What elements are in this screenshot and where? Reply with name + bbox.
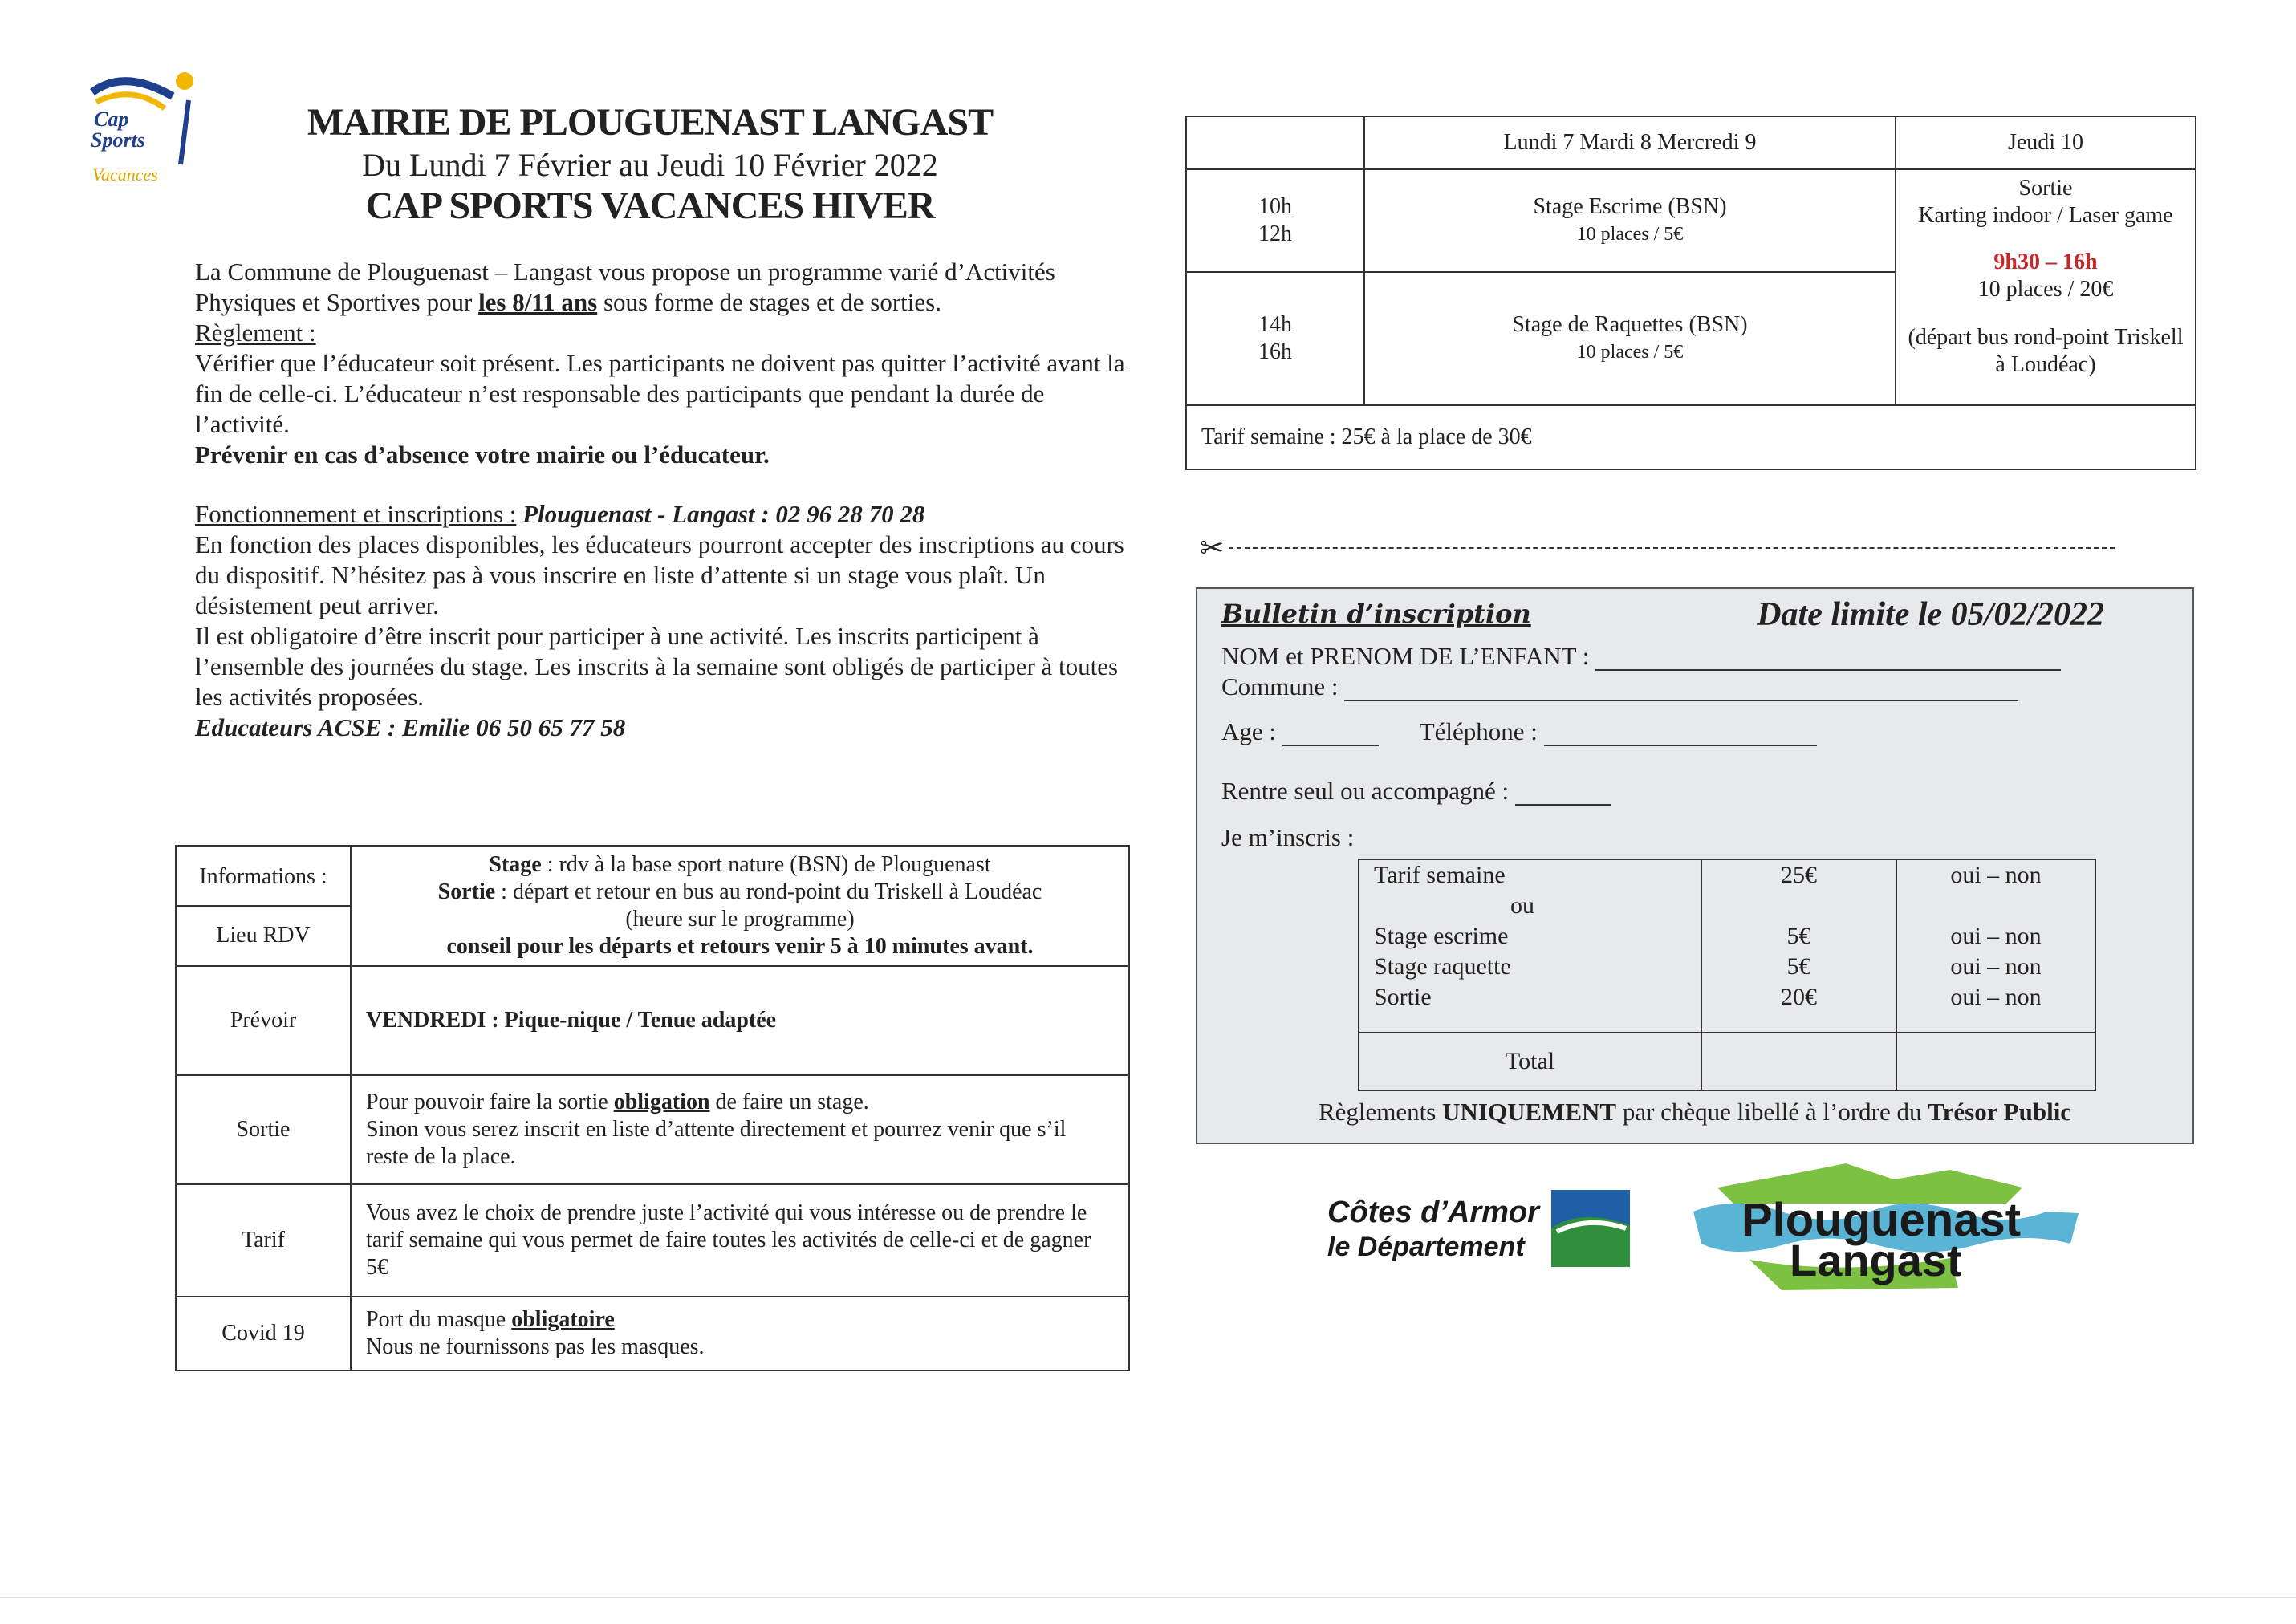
age-range: les 8/11 ans	[478, 288, 598, 316]
schedule-corner	[1186, 116, 1364, 169]
commune-field[interactable]	[1344, 677, 2018, 701]
label-covid: Covid 19	[176, 1297, 351, 1370]
info-label-cell	[176, 846, 351, 966]
covid-text: Port du masque obligatoire Nous ne fournissons pas les masques.	[351, 1297, 1129, 1370]
mairie-title: MAIRIE DE PLOUGUENAST LANGAST	[307, 101, 994, 144]
label-sortie: Sortie	[176, 1075, 351, 1184]
registration-form	[1196, 587, 2194, 1144]
intro-text	[195, 257, 1134, 743]
plouguenast-langast-logo	[1685, 1155, 2087, 1300]
total-label: Total	[1359, 1033, 1701, 1090]
form-deadline: Date limite le 05/02/2022	[1757, 596, 2104, 633]
functioning-text-2: Il est obligatoire d’être inscrit pour participer à une activité. Les inscrits participent à l’ensemble des journées du stage. Les inscrits à la semaine sont obligés de participer à toutes les activités proposées.	[195, 622, 1119, 711]
jeudi-header: Jeudi 10	[1896, 116, 2196, 169]
sortie-text: Pour pouvoir faire la sortie obligation de faire un stage. Sinon vous serez inscrit en liste d’attente directement et pourrez venir que s’il reste de la place.	[351, 1075, 1129, 1184]
prevoir-text: VENDREDI : Pique-nique / Tenue adaptée	[351, 966, 1129, 1075]
reg-prices: 25€ 5€ 5€ 20€	[1701, 859, 1896, 1033]
label-tarif: Tarif	[176, 1184, 351, 1297]
educators-contact: Educateurs ACSE : Emilie 06 50 65 77 58	[195, 713, 626, 741]
cut-line	[1200, 532, 2115, 564]
functioning-heading: Fonctionnement et inscriptions : Plouguenast - Langast : 02 96 28 70 28	[195, 500, 925, 528]
slot2-time: 14h 16h	[1186, 272, 1364, 405]
cotes-darmor-logo	[1324, 1183, 1633, 1272]
schedule-table	[1185, 116, 2196, 470]
rules-heading: Règlement :	[195, 319, 316, 347]
total-choice-cell[interactable]	[1896, 1033, 2095, 1090]
child-name-field[interactable]	[1595, 647, 2061, 671]
rdv-details: Stage : rdv à la base sport nature (BSN) de Plouguenast Sortie : départ et retour en bus au rond-point du Triskell à Loudéac (heure sur le programme) conseil pour les départs et retours venir 5 à 10 minutes avant.	[351, 846, 1129, 966]
info-table	[175, 845, 1130, 1371]
tarif-text: Vous avez le choix de prendre juste l’activité qui vous intéresse ou de prendre le tarif semaine qui vous permet de faire toutes les activités de celle-ci et de gagner 5€	[351, 1184, 1129, 1297]
cap-sports-logo	[76, 68, 213, 197]
label-prevoir: Prévoir	[176, 966, 351, 1075]
jeudi-time: 9h30 – 16h	[1993, 250, 2098, 274]
return-field[interactable]	[1515, 782, 1611, 806]
choice-tarif-semaine[interactable]: oui – non	[1950, 862, 2042, 888]
days-header: Lundi 7 Mardi 8 Mercredi 9	[1364, 116, 1896, 169]
age-phone-row: Age : Téléphone :	[1221, 717, 1817, 746]
cap-logo-line2: Sports	[91, 128, 145, 152]
cotes-line1: Côtes d’Armor	[1327, 1196, 1539, 1229]
cap-logo-line1: Cap	[94, 108, 129, 131]
choice-raquette[interactable]: oui – non	[1950, 953, 2042, 980]
plou-line1: Plouguenast	[1741, 1194, 2022, 1246]
payment-note: Règlements UNIQUEMENT par chèque libellé à l’ordre du Trésor Public	[1318, 1098, 2072, 1126]
form-title: Bulletin d’inscription	[1221, 599, 1531, 629]
program-title: CAP SPORTS VACANCES HIVER	[365, 185, 935, 227]
label-informations: Informations :	[199, 863, 327, 889]
plou-line2: Langast	[1790, 1235, 1962, 1285]
slot1-activity: Stage Escrime (BSN) 10 places / 5€	[1364, 169, 1896, 272]
registration-table	[1358, 859, 2096, 1091]
register-label: Je m’inscris :	[1221, 823, 1355, 851]
jeudi-sortie: Sortie Karting indoor / Laser game 9h30 – 16h 10 places / 20€ (départ bus rond-point Triskell à Loudéac)	[1896, 169, 2196, 405]
slot1-time: 10h 12h	[1186, 169, 1364, 272]
choice-sortie[interactable]: oui – non	[1950, 984, 2042, 1010]
reg-activities: Tarif semaine ou Stage escrime Stage raquette Sortie	[1359, 859, 1701, 1033]
age-field[interactable]	[1282, 722, 1379, 746]
cotes-line2: le Département	[1327, 1232, 1525, 1262]
label-lieu-rdv: Lieu RDV	[177, 905, 350, 964]
page-bottom-rule	[0, 1597, 2296, 1598]
child-name-row: NOM et PRENOM DE L’ENFANT :	[1221, 642, 2061, 671]
total-price-cell[interactable]	[1701, 1033, 1896, 1090]
document-header	[241, 100, 1059, 228]
return-row: Rentre seul ou accompagné :	[1221, 777, 1611, 806]
phone-field[interactable]	[1544, 722, 1817, 746]
cap-logo-line3: Vacances	[92, 164, 158, 185]
commune-row: Commune :	[1221, 672, 2018, 701]
intro-paragraph: La Commune de Plouguenast – Langast vous propose un programme varié d’Activités Physiques et Sportives pour les 8/11 ans sous forme de stages et de sorties.	[195, 258, 1055, 316]
functioning-text-1: En fonction des places disponibles, les éducateurs pourront accepter des inscriptions au cours du dispositif. N’hésitez pas à vous inscrire en liste d’attente si un stage vous plaît. Un désistement peut arriver.	[195, 530, 1124, 619]
reg-choices	[1896, 859, 2095, 1033]
scissors-icon: ✂	[1200, 532, 1225, 564]
rules-warning: Prévenir en cas d’absence votre mairie ou l’éducateur.	[195, 441, 770, 469]
date-range: Du Lundi 7 Février au Jeudi 10 Février 2022	[362, 147, 938, 183]
choice-escrime[interactable]: oui – non	[1950, 923, 2042, 949]
mairie-phone: Plouguenast - Langast : 02 96 28 70 28	[516, 500, 925, 528]
rules-text: Vérifier que l’éducateur soit présent. Les participants ne doivent pas quitter l’activité avant la fin de celle-ci. L’éducateur n’est responsable des participants que pendant la durée de l’activité.	[195, 349, 1125, 438]
tarif-semaine: Tarif semaine : 25€ à la place de 30€	[1186, 405, 2196, 469]
slot2-activity: Stage de Raquettes (BSN) 10 places / 5€	[1364, 272, 1896, 405]
